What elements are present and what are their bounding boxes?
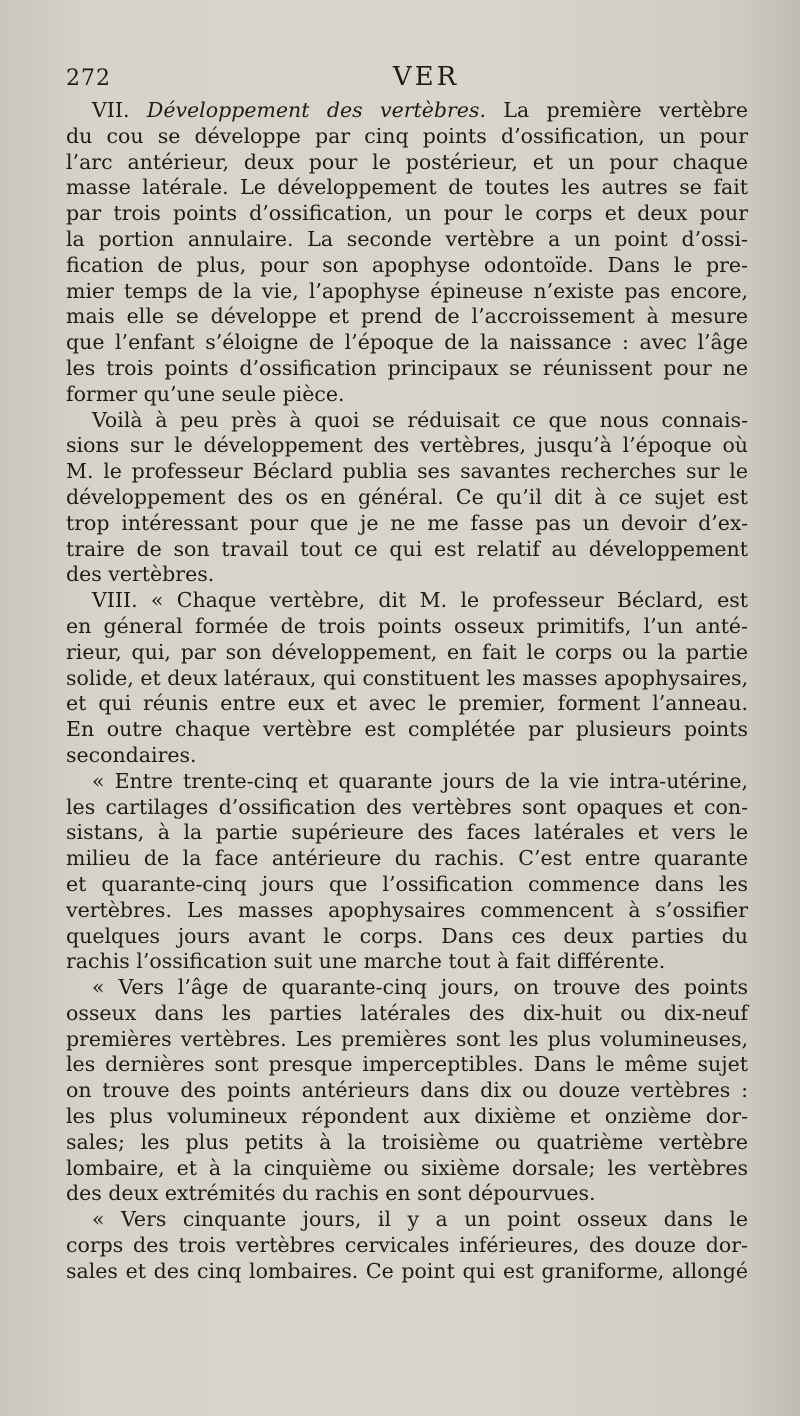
text-line: solide, et deux latéraux, qui constituent les masses apophysaires, bbox=[66, 665, 748, 690]
text-line: sales et des cinq lombaires. Ce point qui est graniforme, allongé bbox=[66, 1258, 748, 1283]
body-text bbox=[66, 98, 748, 1285]
text-line: vertèbres. Les masses apophysaires commencent à s’ossifier bbox=[66, 897, 748, 922]
text-line: les plus volumineux répondent aux dixième et onzième dor- bbox=[66, 1104, 748, 1129]
text-line: que l’enfant s’éloigne de l’époque de la naissance : avec l’âge bbox=[66, 330, 748, 355]
text-line: les cartilages d’ossification des vertèbres sont opaques et con- bbox=[66, 794, 748, 819]
text-line: on trouve des points antérieurs dans dix ou douze vertèbres : bbox=[66, 1078, 748, 1103]
text-line: et qui réunis entre eux et avec le premier, forment l’anneau. bbox=[66, 691, 748, 716]
text-line: former qu’une seule pièce. bbox=[66, 381, 345, 406]
section-heading-continuation: La première vertèbre bbox=[503, 98, 748, 122]
text-line: en géneral formée de trois points osseux primitifs, l’un anté- bbox=[66, 613, 748, 638]
text-lines bbox=[66, 124, 748, 1285]
text-line: du cou se développe par cinq points d’ossification, un pour bbox=[66, 123, 748, 148]
text-line: osseux dans les parties latérales des dix-huit ou dix-neuf bbox=[66, 1000, 748, 1025]
text-line: rachis l’ossification suit une marche tout à fait différente. bbox=[66, 949, 666, 974]
text-line: M. le professeur Béclard publia ses savantes recherches sur le bbox=[66, 459, 748, 484]
text-line: des deux extrémités du rachis en sont dépourvues. bbox=[66, 1181, 596, 1206]
text-line: secondaires. bbox=[66, 742, 197, 767]
text-line: « Vers l’âge de quarante-cinq jours, on trouve des points bbox=[92, 975, 748, 1000]
text-line: des vertèbres. bbox=[66, 562, 215, 587]
text-line: la portion annulaire. La seconde vertèbre a un point d’ossi- bbox=[66, 226, 748, 251]
text-line: traire de son travail tout ce qui est relatif au développement bbox=[66, 536, 748, 561]
text-line: développement des os en général. Ce qu’il dit à ce sujet est bbox=[66, 484, 748, 509]
text-line: fication de plus, pour son apophyse odontoïde. Dans le pre- bbox=[66, 252, 748, 277]
text-line: masse latérale. Le développement de toutes les autres se fait bbox=[66, 175, 748, 200]
text-line: quelques jours avant le corps. Dans ces deux parties du bbox=[66, 923, 748, 948]
text-line: premières vertèbres. Les premières sont les plus volumineuses, bbox=[66, 1026, 748, 1051]
page-number: 272 bbox=[66, 66, 111, 91]
text-line: mier temps de la vie, l’apophyse épineuse n’existe pas encore, bbox=[66, 278, 748, 303]
text-line: lombaire, et à la cinquième ou sixième dorsale; les vertèbres bbox=[66, 1155, 748, 1180]
text-line: par trois points d’ossification, un pour le corps et deux pour bbox=[66, 201, 748, 226]
text-line: l’arc antérieur, deux pour le postérieur, et un pour chaque bbox=[66, 149, 748, 174]
text-line: et quarante-cinq jours que l’ossification commence dans les bbox=[66, 871, 748, 896]
section-heading-title: Développement des vertèbres. bbox=[146, 98, 486, 122]
text-line: En outre chaque vertèbre est complétée par plusieurs points bbox=[66, 717, 748, 742]
text-line: corps des trois vertèbres cervicales inférieures, des douze dor- bbox=[66, 1233, 748, 1258]
section-heading-number: VII. bbox=[92, 98, 130, 122]
text-line: les trois points d’ossification principaux se réunissent pour ne bbox=[66, 355, 748, 380]
text-line: rieur, qui, par son développement, en fait le corps ou la partie bbox=[66, 639, 748, 664]
text-line: VIII. « Chaque vertèbre, dit M. le professeur Béclard, est bbox=[92, 588, 748, 613]
text-line: Voilà à peu près à quoi se réduisait ce que nous connais- bbox=[92, 407, 748, 432]
text-line: sales; les plus petits à la troisième ou quatrième vertèbre bbox=[66, 1129, 748, 1154]
page-header bbox=[66, 62, 746, 96]
text-line: les dernières sont presque imperceptibles. Dans le même sujet bbox=[66, 1052, 748, 1077]
text-line: « Vers cinquante jours, il y a un point osseux dans le bbox=[92, 1207, 748, 1232]
running-head: VER bbox=[392, 62, 460, 92]
text-line: mais elle se développe et prend de l’accroissement à mesure bbox=[66, 304, 748, 329]
text-line: sistans, à la partie supérieure des faces latérales et vers le bbox=[66, 820, 748, 845]
section-heading-line bbox=[66, 98, 748, 124]
text-line: sions sur le développement des vertèbres, jusqu’à l’époque où bbox=[66, 433, 748, 458]
text-line: trop intéressant pour que je ne me fasse pas un devoir d’ex- bbox=[66, 510, 748, 535]
text-line: « Entre trente-cinq et quarante jours de la vie intra-utérine, bbox=[92, 768, 748, 793]
text-line: milieu de la face antérieure du rachis. C’est entre quarante bbox=[66, 846, 748, 871]
